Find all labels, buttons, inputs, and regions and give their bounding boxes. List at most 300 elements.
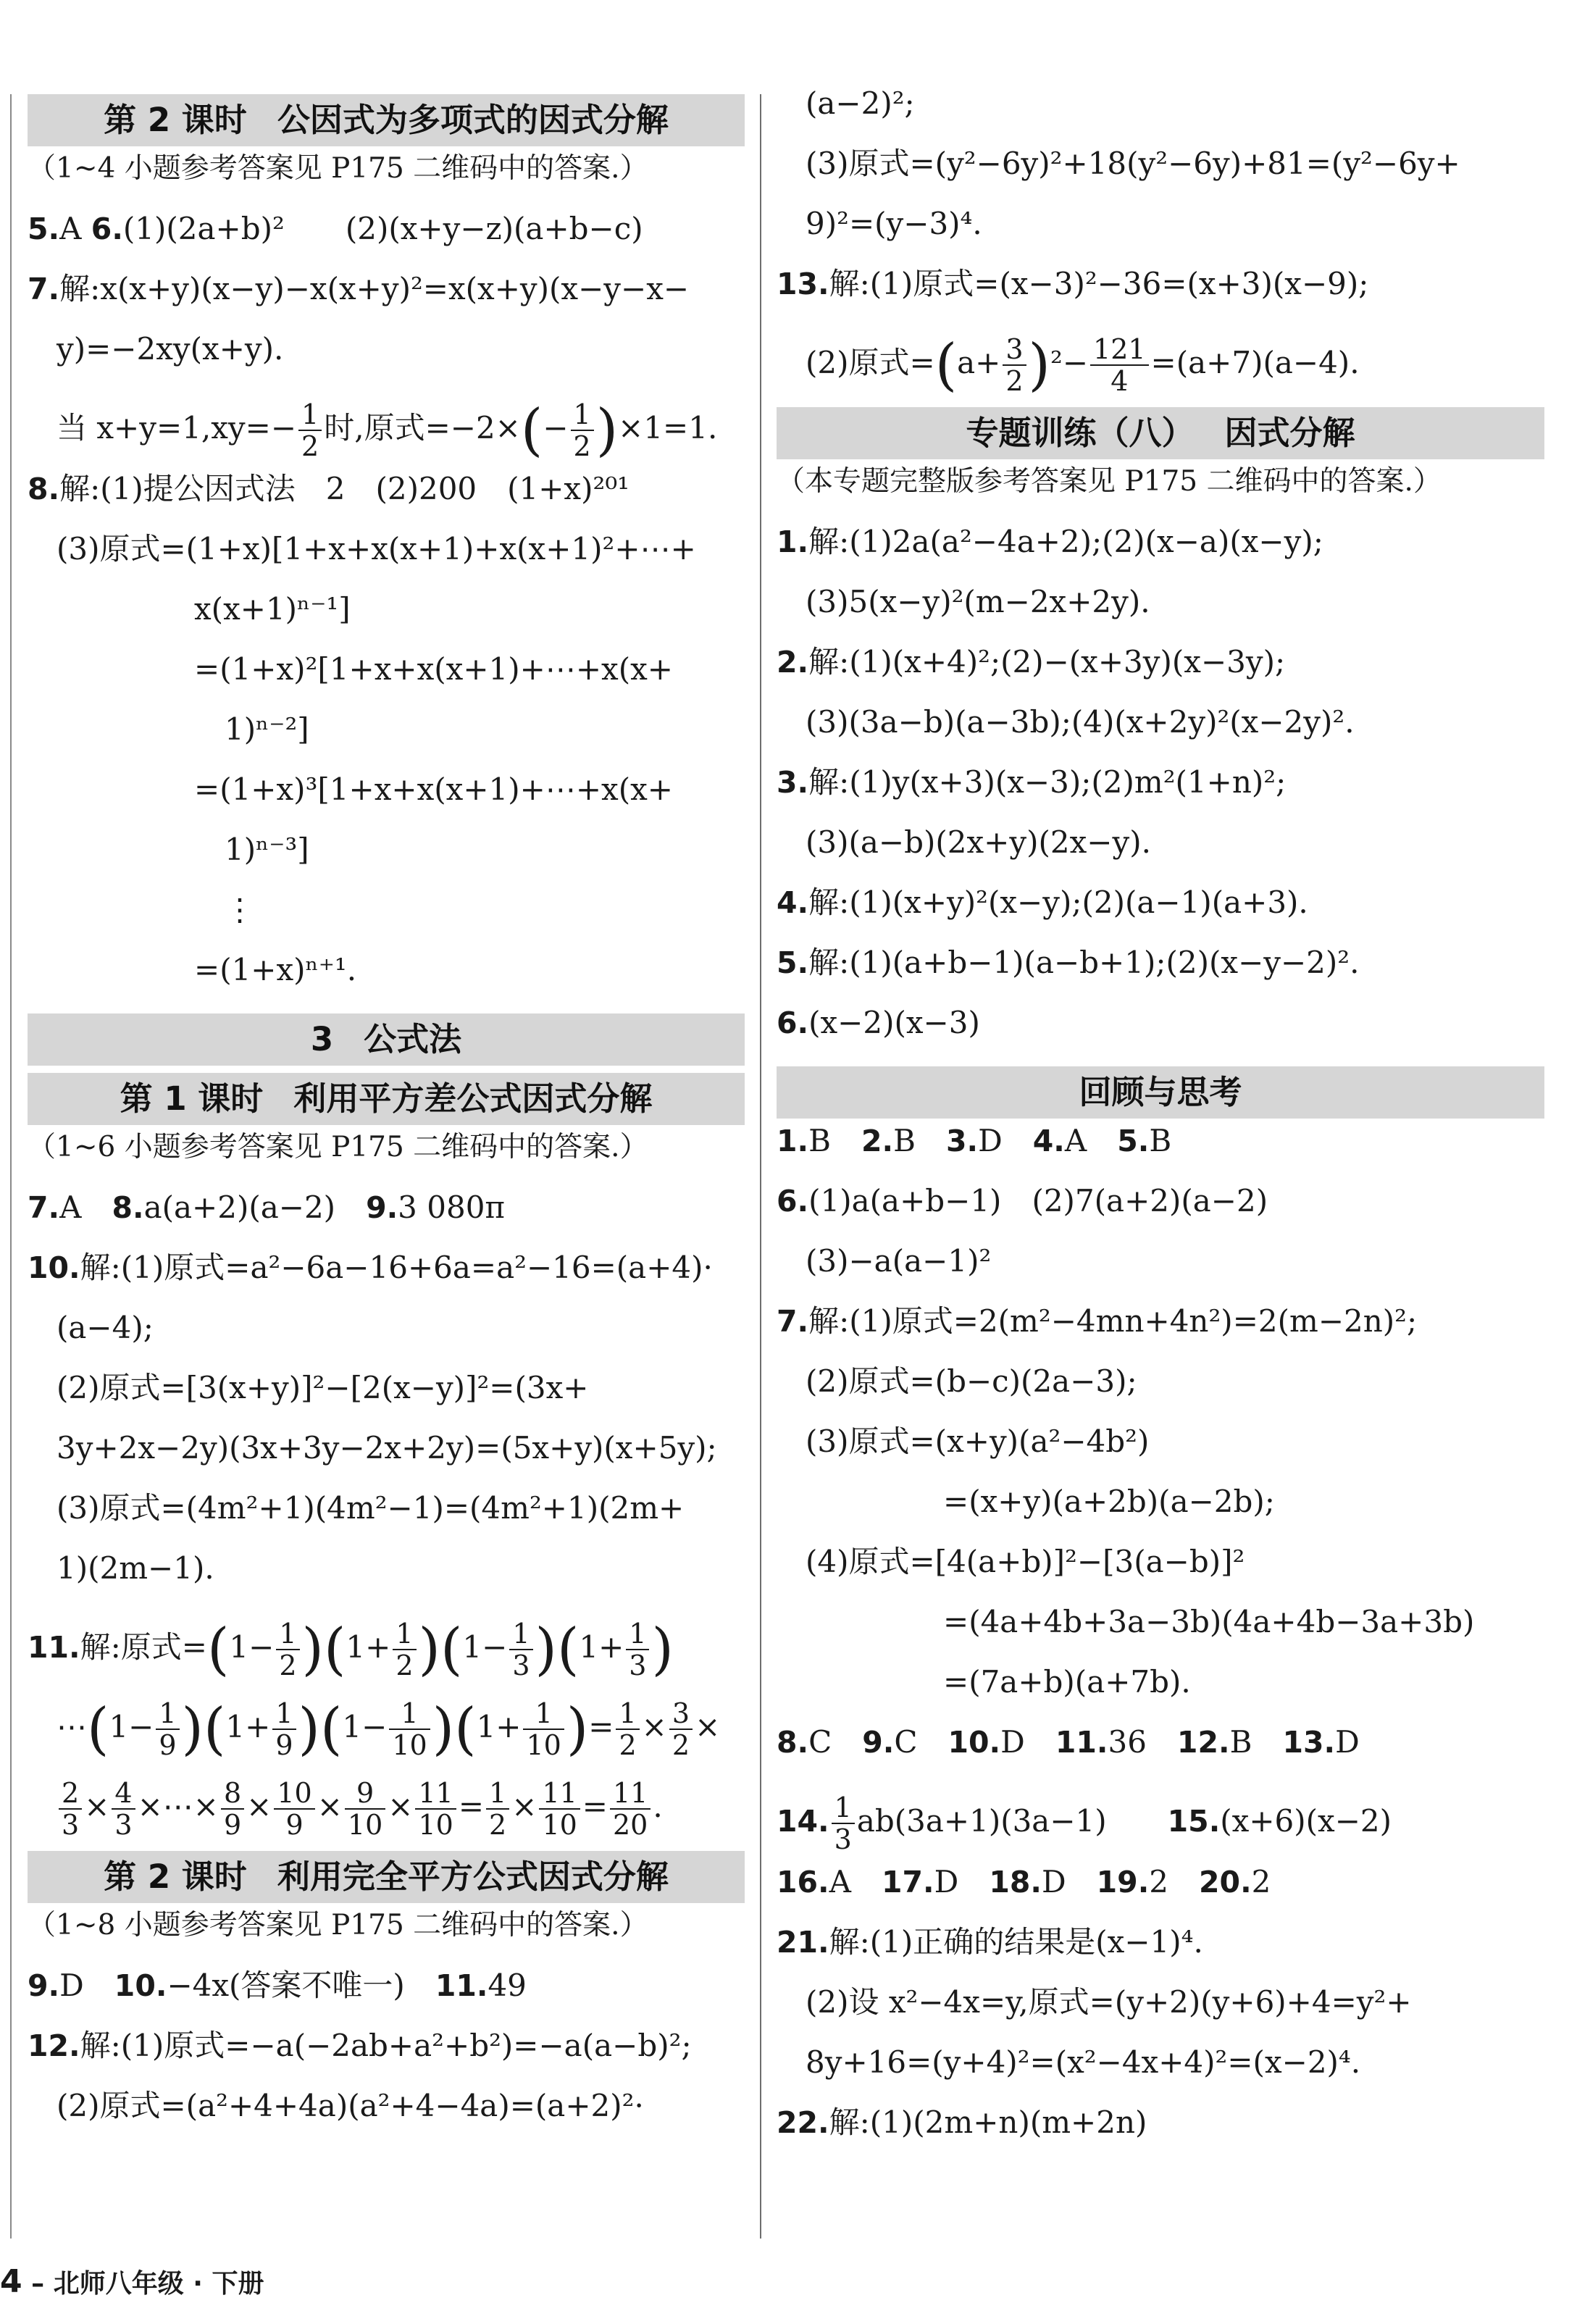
bracket: ( [520,398,543,463]
answer-line [28,472,745,506]
answer-line [777,645,1544,679]
question-number: 19. [1096,1865,1150,1899]
answer-text: =(1+x)³[1+x+x(x+1)+⋯+x(x+ [194,772,673,807]
answer-line [777,1786,1544,1857]
answer-text: 解:(1)原式=a²−6a−16+6a=a²−16=(a+4)· [80,1250,713,1285]
answer-text: 2 [1251,1864,1271,1899]
denominator: 10 [542,1809,577,1841]
bracket: ) [418,1617,440,1682]
answer-line [28,272,745,306]
answer-text: 9)²=(y−3)⁴. [806,206,982,241]
text-run: 1+ [476,1709,522,1744]
numerator: 4 [112,1778,135,1810]
header-text: 利用平方差公式因式分解 [293,1079,653,1118]
text-run: 1− [109,1709,154,1744]
fraction [523,1698,564,1760]
answer-line [28,773,745,806]
header-text: 第 2 课时 [104,1857,247,1896]
answer-text: 3 080π [398,1190,506,1225]
answer-line [777,2046,1544,2079]
answer-line [777,1605,1544,1639]
question-number: 1. [777,524,809,559]
left-column [28,87,745,2149]
question-number: 3. [777,765,809,800]
text-run: =(a+7)(a−4). [1150,345,1360,380]
fraction [59,1778,82,1840]
answer-line [28,2029,745,2062]
text-run: × [246,1789,272,1824]
fraction [626,1618,649,1681]
fraction [298,399,322,461]
text-run: × [641,1709,667,1744]
answer-line [28,593,745,626]
bracket: ( [556,1617,580,1682]
page-footer [0,2260,264,2304]
answer-text: (3)原式=(y²−6y)²+18(y²−6y)+81=(y²−6y+ [806,146,1460,181]
text-run: 解:原式= [80,1629,207,1665]
answer-line [777,946,1544,979]
answer-line [777,1926,1544,1959]
numerator: 8 [221,1778,244,1810]
bracket: ) [566,1697,589,1762]
answer-line [28,653,745,686]
answer-text: 解:(1)y(x+3)(x−3);(2)m²(1+n)²; [808,764,1287,800]
answer-line [28,953,745,987]
text-run: = [458,1789,485,1824]
question-number: 8. [777,1725,809,1760]
answer-text: (a−4); [57,1310,154,1345]
numerator: 1 [272,1698,296,1730]
fraction [832,1792,855,1855]
question-number: 17. [881,1865,934,1899]
answer-text: =(1+x)ⁿ⁺¹. [194,952,357,987]
numerator: 1 [523,1698,564,1730]
fraction [669,1698,693,1760]
section-header [28,1013,745,1066]
answer-line [777,327,1544,398]
text-run: 1− [342,1709,388,1744]
text-run: × [388,1789,414,1824]
answer-text: B [1149,1123,1172,1158]
header-text: 公式法 [364,1020,462,1058]
answer-text: C [894,1724,948,1760]
denominator: 9 [285,1809,304,1841]
text-run: (2)原式= [806,345,935,380]
text-run: = [588,1709,614,1744]
denominator: 2 [301,430,319,462]
answer-text: (2)原式=[3(x+y)]²−[2(x−y)]²=(3x+ [57,1370,589,1405]
denominator: 20 [613,1809,648,1841]
question-number: 10. [948,1725,1001,1760]
answer-text: D [978,1123,1033,1158]
bracket: ) [181,1697,204,1762]
section-header [28,1851,745,1903]
answer-text: B [808,1123,861,1158]
numerator: 3 [1003,334,1026,366]
answer-line [28,1692,745,1763]
answer-text: 解:(1)提公因式法 2 (2)200 (1+x)²⁰¹ [59,471,630,506]
answer-line [777,267,1544,301]
answer-text: 49 [488,1968,527,2003]
fraction [276,1618,299,1681]
denominator: 2 [396,1650,414,1681]
answer-text: (2)原式=(a²+4+4a)(a²+4−4a)=(a+2)²· [57,2088,644,2123]
answer-text: (3)(3a−b)(a−3b);(4)(x+2y)²(x−2y)². [806,704,1355,740]
answer-text: 解:(1)(2m+n)(m+2n) [829,2104,1147,2140]
denominator: 3 [512,1650,530,1681]
text-run: = [582,1789,608,1824]
numerator: 1 [616,1698,639,1730]
answer-text: A [59,1190,112,1225]
question-number: 5. [777,945,809,980]
question-number: 13. [777,267,829,301]
answer-line [777,766,1544,799]
denominator: 10 [526,1729,561,1761]
answer-line [777,1245,1544,1278]
text-run: × [84,1789,110,1824]
answer-line [28,212,745,246]
numerator: 1 [571,399,594,431]
footer-separator: – [22,2269,54,2299]
question-number: 12. [28,2028,80,2063]
answer-text: D [1000,1724,1055,1760]
fraction [486,1778,509,1840]
answer-line [777,1665,1544,1699]
answer-text: 3y+2x−2y)(3x+3y−2x+2y)=(5x+y)(x+5y); [57,1430,717,1466]
answer-text: D [59,1968,114,2003]
text-run: ⋯ [57,1709,87,1744]
answer-line [777,1365,1544,1398]
answer-line [28,532,745,566]
answer-line [777,585,1544,619]
fraction [393,1618,416,1681]
answer-text: （1~6 小题参考答案见 P175 二维码中的答案.） [28,1131,648,1163]
answer-text: 解:(1)原式=2(m²−4mn+4n²)=2(m−2n)²; [808,1303,1418,1339]
denominator: 3 [62,1809,80,1841]
answer-line [777,1184,1544,1218]
answer-line [28,1191,745,1224]
header-text: 回顾与思考 [1079,1073,1242,1111]
denominator: 2 [573,430,591,462]
text-run: (x+6)(x−2) [1220,1803,1392,1839]
answer-text: =(4a+4b+3a−3b)(4a+4b−3a+3b) [943,1604,1475,1639]
bracket: ( [87,1697,109,1762]
text-run: ab(3a+1)(3a−1) [856,1803,1168,1839]
answer-text: (3)5(x−y)²(m−2x+2y). [806,584,1150,619]
question-number: 4. [1032,1124,1065,1158]
section-header [28,1073,745,1125]
answer-line [777,207,1544,241]
header-text: 利用完全平方公式因式分解 [277,1857,669,1896]
bracket: ) [1028,333,1050,398]
numerator: 1 [626,1618,649,1650]
answer-line [777,1726,1544,1759]
answer-line [28,1371,745,1405]
fraction [156,1698,179,1760]
question-number: 5. [28,212,60,246]
answer-text: ⋮ [194,892,256,927]
numerator: 1 [298,399,322,431]
answer-text: x(x+1)ⁿ⁻¹] [194,591,351,627]
book-title: 北师八年级 · 下册 [53,2269,264,2299]
answer-text: 解:(1)(x+4)²;(2)−(x+3y)(x−3y); [808,644,1286,680]
answer-text: −4x(答案不唯一) [167,1968,435,2003]
text-run: × [511,1789,537,1824]
answer-text: 解:(1)原式=(x−3)²−36=(x+3)(x−9); [829,266,1369,301]
answer-line [28,1311,745,1345]
numerator: 1 [156,1698,179,1730]
answer-line [777,1485,1544,1518]
answer-line [777,706,1544,739]
question-number: 7. [28,1190,60,1225]
answer-text: (x−2)(x−3) [808,1005,980,1040]
denominator: 4 [1110,365,1129,397]
answer-text: (2)原式=(b−c)(2a−3); [806,1363,1137,1399]
answer-text: (3)(a−b)(2x+y)(2x−y). [806,824,1151,860]
question-number: 9. [28,1968,60,2003]
fraction [221,1778,244,1840]
denominator: 2 [489,1809,507,1841]
answer-line [28,1909,745,1942]
numerator: 9 [345,1778,385,1810]
answer-text: （1~4 小题参考答案见 P175 二维码中的答案.） [28,152,648,185]
answer-line [777,2106,1544,2139]
answer-line [28,393,745,464]
bracket: ( [440,1617,463,1682]
fraction [616,1698,639,1760]
answer-line [777,1545,1544,1579]
answer-line [777,1865,1544,1899]
text-run: 当 x+y=1,xy=− [57,410,297,446]
section-header [777,407,1544,459]
question-number: 10. [28,1250,80,1285]
question-number: 3. [945,1124,979,1158]
numerator: 1 [509,1618,532,1650]
answer-text: 解:(1)(x+y)²(x−y);(2)(a−1)(a+3). [808,885,1308,920]
numerator: 2 [59,1778,82,1810]
answer-text: C [808,1724,863,1760]
question-number: 16. [777,1865,829,1899]
text-run: 1+ [346,1629,391,1665]
text-run: a+ [957,345,1001,380]
answer-text: (1)(2a+b)² (2)(x+y−z)(a+b−c) [122,211,643,246]
answer-text: B [893,1123,946,1158]
question-number: 9. [862,1725,895,1760]
answer-line [28,1771,745,1842]
numerator: 11 [610,1778,651,1810]
text-run: 时,原式=−2× [324,410,521,446]
question-number: 11. [435,1968,488,2003]
left-margin-rule [10,94,12,2239]
page-number: 4 [0,2263,22,2300]
answer-text: y)=−2xy(x+y). [57,331,284,367]
question-number: 6. [777,1184,809,1219]
question-number: 15. [1167,1804,1221,1839]
bracket: ) [432,1697,455,1762]
answer-text: A [1064,1123,1118,1158]
question-number: 8. [112,1190,144,1225]
answer-line [28,152,745,185]
answer-text: =(7a+b)(a+7b). [943,1664,1191,1700]
fraction [1003,334,1026,396]
answer-line [777,1305,1544,1338]
bracket: ) [301,1617,324,1682]
text-run: − [543,410,569,446]
answer-text: (1)a(a+b−1) (2)7(a+2)(a−2) [808,1183,1268,1219]
answer-line [777,826,1544,859]
numerator: 11 [539,1778,580,1810]
bracket: ( [934,333,958,398]
answer-text: (3)原式=(4m²+1)(4m²−1)=(4m²+1)(2m+ [57,1490,685,1526]
text-run: × [695,1709,721,1744]
numerator: 11 [415,1778,456,1810]
answer-text: D [1335,1724,1360,1760]
question-number: 7. [28,272,60,306]
question-number: 10. [114,1968,167,2003]
fraction [539,1778,580,1840]
answer-line [777,147,1544,180]
denominator: 9 [159,1729,177,1761]
denominator: 10 [392,1729,427,1761]
header-text: 专题训练（八） [966,414,1195,452]
question-number: 21. [777,1925,829,1960]
header-text: 第 2 课时 [104,101,247,139]
answer-line [28,833,745,866]
header-text: 第 1 课时 [120,1079,264,1118]
answer-line [777,1425,1544,1458]
fraction [571,399,594,461]
question-number: 4. [777,885,809,920]
denominator: 3 [834,1823,852,1855]
answer-text: 1)ⁿ⁻³] [194,832,309,867]
section-header [28,94,745,146]
answer-line [777,886,1544,919]
question-number: 14. [777,1804,829,1839]
answer-line [777,1006,1544,1040]
denominator: 10 [347,1809,383,1841]
denominator: 2 [279,1650,297,1681]
question-number: 6. [91,212,123,246]
question-number: 6. [777,1006,809,1040]
answer-text: (4)原式=[4(a+b)]²−[3(a−b)]² [806,1544,1245,1579]
answer-line [777,525,1544,559]
denominator: 9 [275,1729,293,1761]
fraction [389,1698,430,1760]
answer-text: 1)ⁿ⁻²] [194,711,309,747]
bracket: ) [595,398,619,463]
answer-text: （本专题完整版参考答案见 P175 二维码中的答案.） [777,465,1442,498]
answer-text: A [829,1864,882,1899]
header-text: 公因式为多项式的因式分解 [277,101,669,139]
answer-line [777,1986,1544,2019]
answer-line [777,465,1544,498]
answer-text: =(x+y)(a+2b)(a−2b); [943,1484,1275,1519]
fraction [272,1698,296,1760]
answer-line [28,713,745,746]
question-number: 18. [989,1865,1042,1899]
header-text: 因式分解 [1224,414,1355,452]
answer-line [28,1131,745,1164]
bracket: ) [535,1617,557,1682]
numerator: 1 [389,1698,430,1730]
text-run: ×⋯× [137,1789,219,1824]
text-run: 1− [462,1629,508,1665]
answer-text: (2)设 x²−4x=y,原式=(y+2)(y+6)+4=y²+ [806,1984,1412,2020]
bracket: ( [206,1617,230,1682]
fraction [415,1778,456,1840]
denominator: 2 [619,1729,637,1761]
text-run: ×1=1. [618,410,718,446]
text-run: 1+ [225,1709,271,1744]
fraction [345,1778,385,1840]
question-number: 11. [28,1630,80,1665]
answer-line [28,333,745,366]
question-number: 22. [777,2105,829,2140]
fraction [1090,334,1149,396]
bracket: ( [454,1697,477,1762]
answer-text: 2 [1149,1864,1200,1899]
answer-text: 解:(1)2a(a²−4a+2);(2)(x−a)(x−y); [808,524,1323,559]
denominator: 3 [114,1809,133,1841]
question-number: 12. [1176,1725,1230,1760]
denominator: 3 [629,1650,647,1681]
answer-text: a(a+2)(a−2) [143,1190,367,1225]
question-number: 13. [1282,1725,1336,1760]
denominator: 9 [223,1809,242,1841]
answer-text: (3)−a(a−1)² [806,1243,992,1279]
question-number: 2. [861,1124,894,1158]
fraction [610,1778,651,1840]
question-number: 2. [777,645,809,680]
numerator: 10 [274,1778,314,1810]
answer-text: D [934,1864,990,1899]
right-column [777,87,1544,2166]
numerator: 1 [393,1618,416,1650]
text-run: ²− [1050,345,1089,380]
answer-text: (3)原式=(1+x)[1+x+x(x+1)+x(x+1)²+⋯+ [57,531,696,567]
section-header [777,1066,1544,1119]
fraction [112,1778,135,1840]
bracket: ) [298,1697,320,1762]
question-number: 8. [28,472,60,506]
answer-line [28,1552,745,1585]
bracket: ( [319,1697,343,1762]
question-number: 9. [366,1190,398,1225]
answer-text: 解:(1)原式=−a(−2ab+a²+b²)=−a(a−b)²; [80,2028,692,2063]
bracket: ( [323,1617,346,1682]
answer-line [777,87,1544,120]
column-divider [760,94,761,2239]
answer-text: =(1+x)²[1+x+x(x+1)+⋯+x(x+ [194,651,673,687]
header-text: 3 [310,1020,334,1058]
answer-text: 解:x(x+y)(x−y)−x(x+y)²=x(x+y)(x−y−x− [59,271,690,306]
answer-text: A [59,211,91,246]
question-number: 5. [1117,1124,1150,1158]
denominator: 10 [418,1809,453,1841]
question-number: 7. [777,1304,809,1339]
numerator: 1 [276,1618,299,1650]
denominator: 2 [1005,365,1024,397]
question-number: 20. [1199,1865,1252,1899]
numerator: 1 [486,1778,509,1810]
answer-text: (3)原式=(x+y)(a²−4b²) [806,1424,1150,1459]
answer-line [28,2089,745,2123]
text-run: 1+ [579,1629,624,1665]
answer-line [28,1431,745,1465]
answer-text: B [1229,1724,1283,1760]
answer-line [777,1124,1544,1158]
answer-line [28,893,745,927]
